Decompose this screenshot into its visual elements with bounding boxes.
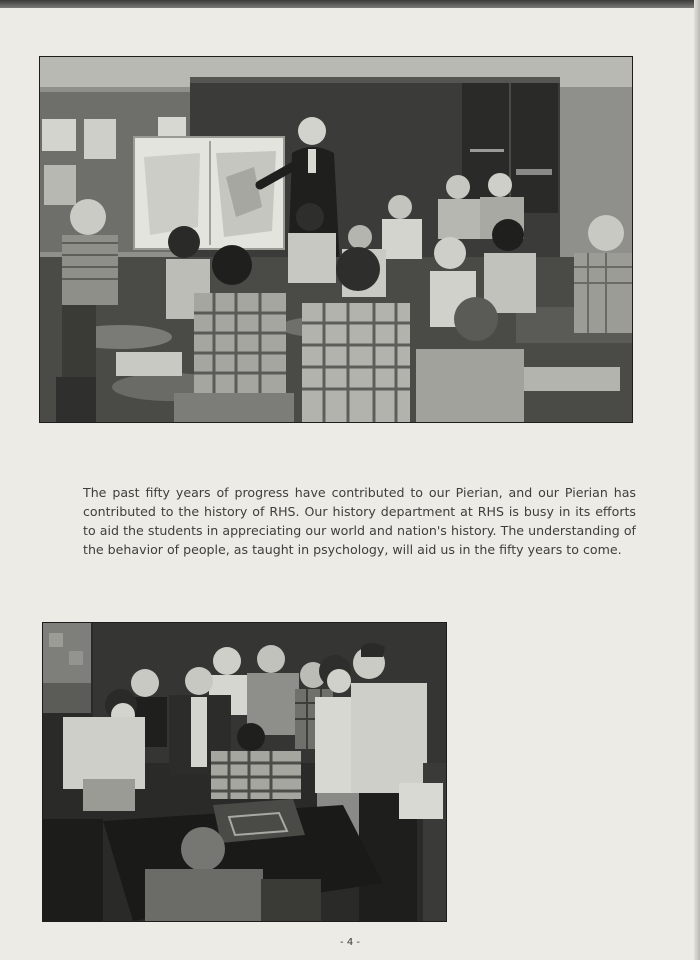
page-right-edge xyxy=(694,0,700,960)
body-paragraph: The past fifty years of progress have contributed to our Pierian, and our Pierian has contributed to the history of RHS. Our history department at RHS is busy in its efforts to aid the students in appreciating our world and nation's history. The understanding of the behavior of people, as taught in psychology, will aid us in the fifty years to come. xyxy=(83,485,636,557)
students-group-photo xyxy=(43,623,446,921)
page-number: - 4 - xyxy=(340,937,360,948)
page-top-edge xyxy=(0,0,700,8)
history-class-photo xyxy=(40,57,632,422)
